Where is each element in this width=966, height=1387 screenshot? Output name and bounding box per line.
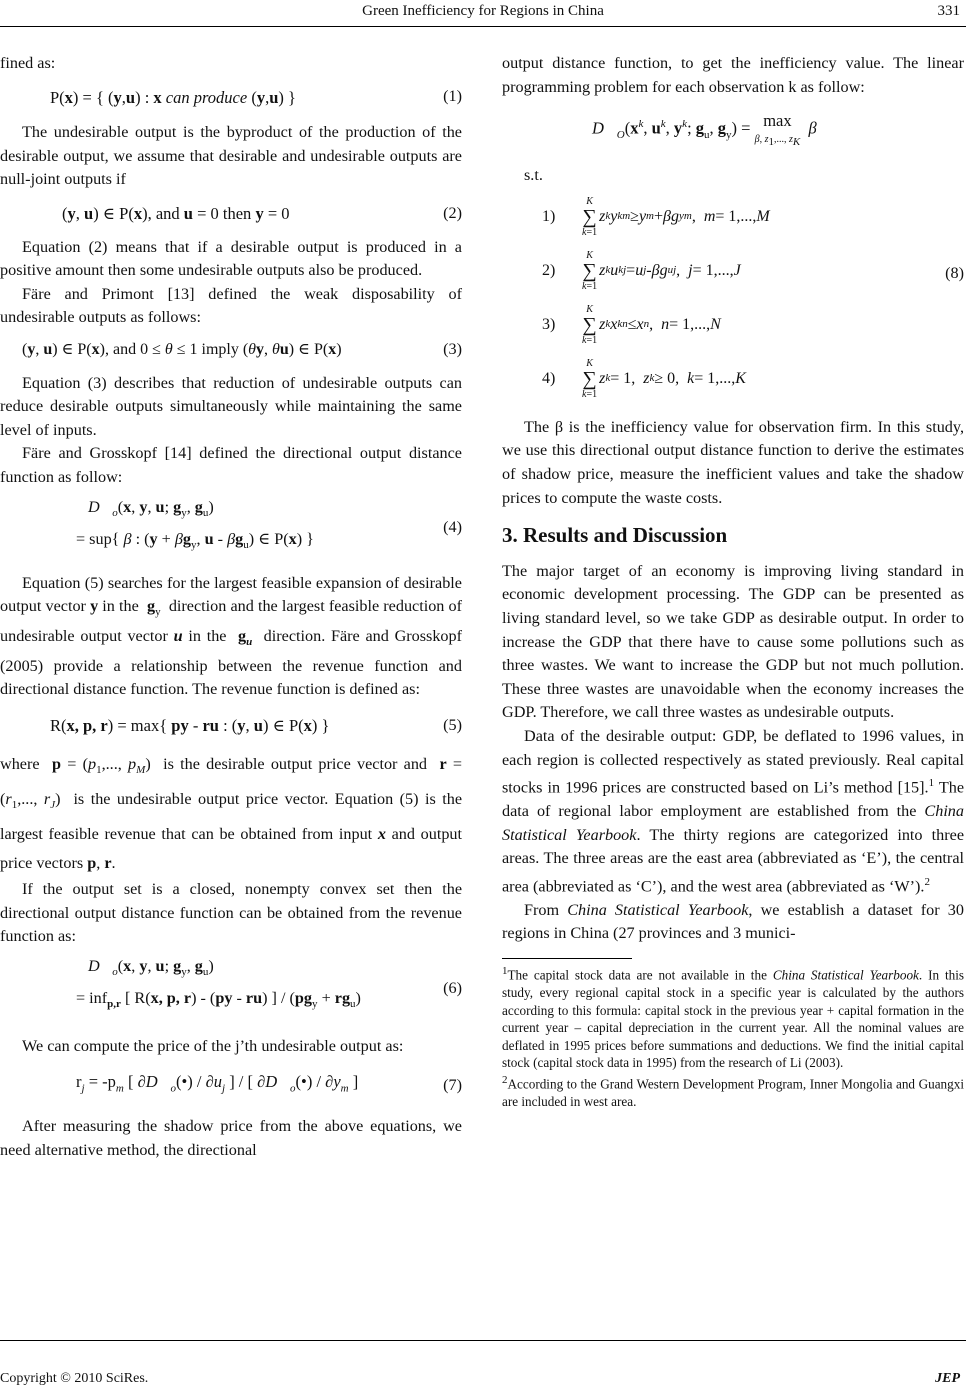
paragraph-fare-grosskopf: Färe and Grosskopf [14] defined the directional output distance function as follow: — [0, 444, 462, 486]
journal-name: JEP — [935, 1371, 960, 1386]
paragraph-after: After measuring the shadow price from the above equations, we need alternative method, the directional — [0, 1117, 462, 1159]
equation-8-objective: $D⃗_O(x^k$, $u^k$, $y^k$; $g_u$, $g_y) = \max$ β, $z_1$,..., $z_K$ β — [592, 111, 817, 149]
paragraph-fare-primont: Färe and Primont [13] defined the weak disposability of undesirable outputs as follows: — [0, 284, 462, 327]
page-header — [0, 0, 966, 28]
paragraph-major-target: The major target of an economy is improving living standard in economic development processing. The GDP can be presented as living standard level, so we take GDP as desirable output. In order to increase the GDP that there have to cause some pollutions such as three wastes. We want to increase the GDP but not much pollution. These three wastes are unavoidable when the economy increases the GDP. Therefore, we call three wastes as undesirable outputs. — [502, 561, 964, 722]
copyright: Copyright © 2010 SciRes. — [0, 1371, 149, 1386]
constraint-3: 3) K ∑ k=1 z k x kn ≤ x n , n = 1,..., N — [542, 303, 721, 346]
paragraph-from-yearbook: From China Statistical Yearbook, we establish a dataset for 30 regions in China (27 provinces and 3 munici- — [502, 900, 964, 943]
paragraph-where: where $p = (p_1$,..., $p_M$) is the desirable output price vector and $r = (r_1$,..., $r_J$) is the undesirable output price vector. Equation (5) is the largest feasible revenue that can be obtained from input x and output price vectors p, r. — [0, 754, 463, 872]
page-number: 331 — [937, 3, 960, 19]
page-footer — [0, 1340, 966, 1386]
footnote-2: $^2$According to the Grand Western Development Program, Inner Mongolia and Guangxi are included in west area. — [502, 1073, 964, 1109]
equation-5: R(x, p, r) = max{ py - ru : (y, u) ∈ P(x) } (5) — [0, 714, 462, 738]
equation-number: (2) — [443, 203, 462, 222]
equation-6: $D⃗_o(x$, y, u; $g_y$, $g_u$) = inf$_{p,r}$ [ R(x, p, r) - (py - ru) ] / $(pg_y + rg_u)$ (6) — [76, 956, 462, 1011]
left-column — [0, 52, 462, 1162]
paragraph-eq2: Equation (2) means that if a desirable output is produced in a positive amount then some undesirable outputs also be produced. — [0, 237, 462, 280]
running-title: Green Inefficiency for Regions in China — [362, 3, 604, 19]
equation-1: P(x) = { (y,u) : x can produce (y,u) } (1) — [0, 86, 462, 110]
equation-number: (5) — [443, 715, 462, 734]
equation-8-constraints — [542, 190, 964, 406]
equation-number: (7) — [443, 1076, 462, 1095]
equation-number: (4) — [443, 517, 462, 536]
section-title: 3. Results and Discussion — [502, 523, 728, 548]
header-rule — [0, 26, 966, 27]
paragraph-eq5: Equation (5) searches for the largest feasible expansion of desirable output vector y in the $g_y$ direction and the largest feasible reduction of undesirable output vector u in the $g_u$ direction. Färe and Grosskopf (2005) provide a relationship between the revenue function and directional distance function. The revenue function is defined as: — [0, 573, 463, 699]
subject-to-label: s.t. — [524, 166, 543, 185]
equation-7: $r_j = -p_m$ [ $\partial D⃗_o(•) / \partial u_j$ ] / [ $\partial D⃗_o(•) / \partial y_m$ ] (7) — [0, 1070, 462, 1101]
constraint-4: 4) K ∑ k=1 z k = 1, z k ≥ 0, k = 1,..., K — [542, 357, 746, 400]
constraint-2: 2) K ∑ k=1 z k u kj = u j - β g uj , j = 1,..., J — [542, 249, 741, 292]
footnote-separator — [502, 958, 632, 959]
right-column — [502, 52, 964, 1111]
equation-number: (6) — [443, 978, 462, 997]
constraint-1: 1) K ∑ k=1 z k y km ≥ y m + β g ym , m = 1,..., M — [542, 195, 770, 238]
paragraph-undesirable: The undesirable output is the byproduct of the production of the desirable output, we assume that desirable and undesirable outputs are null-joint outputs if — [0, 123, 462, 189]
equation-number: (3) — [443, 339, 462, 358]
equation-number: (8) — [945, 263, 964, 282]
paragraph-continued: output distance function, to get the inefficiency value. The linear programming problem for each observation k as follow: — [502, 54, 964, 96]
equation-number: (1) — [443, 87, 462, 106]
equation-2: (y, u) ∈ P(x), and u = 0 then y = 0 (2) — [0, 202, 462, 226]
paragraph-price: We can compute the price of the j’th undesirable output as: — [22, 1036, 404, 1055]
equation-3: (y, u) ∈ P(x), and 0 ≤ θ ≤ 1 imply (θy, θu) ∈ P(x) (3) — [0, 338, 462, 362]
footnote-1: $^1$The capital stock data are not available in the China Statistical Yearbook. In this study, every regional capital stock in a specific year is calculated by the authors according to this formula: capital stock in the previous year + capital formation in the current year – capital depreciation in the current year. All the nominal values are deflated in 1995 prices before summations and deductions. We find the initial capital stock (capital stock data in 1995) from the research of Li (2003). — [502, 965, 965, 1071]
paragraph-data: Data of the desirable output: GDP, be deflated to 1996 values, in each region is collected respectively as stated previously. Real capital stocks in 1996 prices are constructed based on Li’s method [15].$^1$ The data of regional labor employment are established from the China Statistical Yearbook. The thirty regions are categorized into three areas. The three areas are the east area (abbreviated as ‘E’), the central area (abbreviated as ‘C’), and the west area (abbreviated as ‘W’).$^2$ — [502, 726, 965, 896]
paragraph-closed-set: If the output set is a closed, nonempty convex set then the directional output distance function can be obtained from the revenue function as: — [0, 880, 462, 946]
paragraph-intro: fined as: — [0, 54, 56, 72]
paragraph-beta: The β is the inefficiency value for observation firm. In this study, we use this directional output distance function to derive the estimates of shadow price, measure the inefficient values and take the shadow prices to compute the waste costs. — [502, 417, 964, 507]
equation-4: $D⃗_o(x$, y, u; $g_y$, $g_u$) = sup{ β : ($y + \beta g_y$, u - $\beta g_u$) ∈ P(x) } (4) — [76, 497, 462, 551]
paragraph-eq3: Equation (3) describes that reduction of undesirable outputs can reduce desirable outputs simultaneously while maintaining the same level of inputs. — [0, 373, 462, 439]
